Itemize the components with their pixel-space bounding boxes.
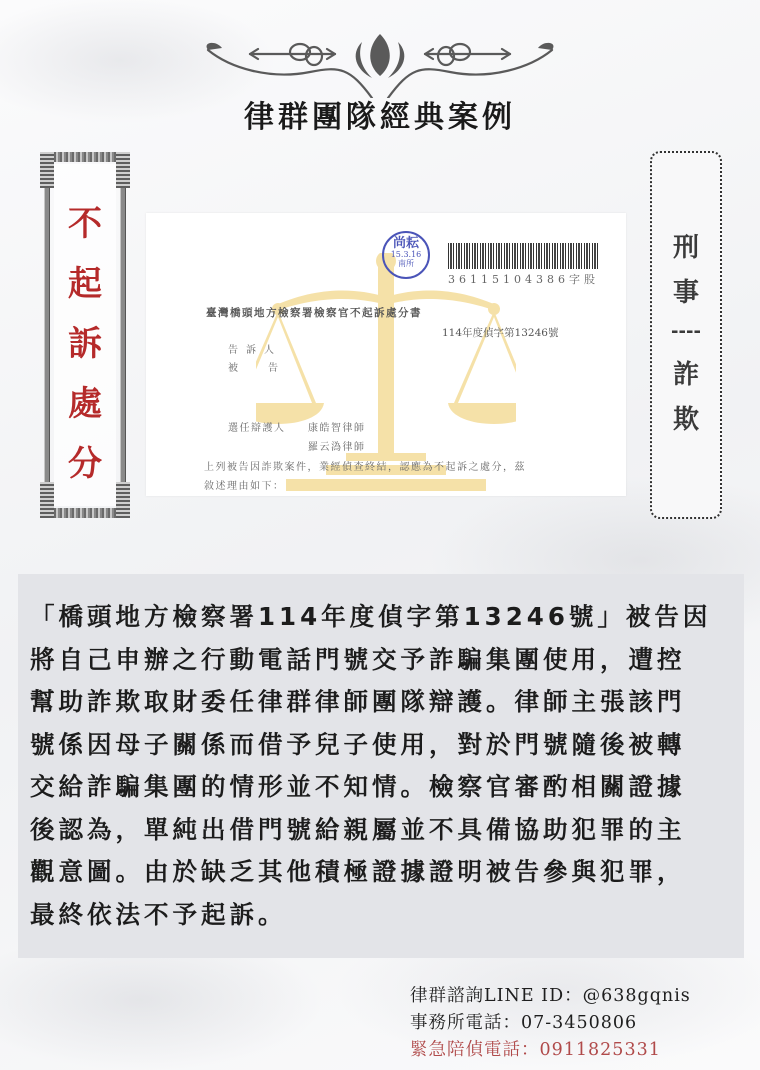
received-stamp: 尚耘 15.3.16 南所 (382, 231, 430, 279)
summary-line: 幫助詐欺取財委任律群律師團隊辯護。律師主張該門 (30, 687, 686, 716)
category-char: 詐 (672, 360, 699, 390)
document-body-line: 敘述理由如下： (204, 481, 285, 492)
non-prosecution-document (146, 213, 626, 496)
defense-lawyer: 康皓智律師 (308, 423, 366, 434)
summary-line: 「橋頭地方檢察署114年度偵字第13246號」被告因 (30, 602, 712, 631)
frame-corner-icon (116, 482, 130, 518)
barcode-number: 36115104386字股 (448, 273, 599, 286)
summary-line: 交給詐騙集團的情形並不知情。檢察官審酌相關證據 (30, 772, 686, 801)
party-defendant: 被告 (228, 363, 308, 374)
party-complainant: 告訴人 (228, 345, 282, 356)
contact-info (410, 983, 691, 1064)
category-char: 刑 (672, 233, 699, 263)
verdict-frame (38, 150, 132, 520)
verdict-label (38, 196, 132, 485)
page-title: 律群團隊經典案例 (244, 100, 516, 135)
document-body-line: 上列被告因詐欺案件，業經偵查終結，認應為不起訴之處分，茲 (204, 462, 526, 473)
verdict-char: 訴 (68, 324, 102, 364)
frame-corner-icon (116, 152, 130, 188)
case-category-box (650, 151, 722, 519)
summary-line: 將自己申辦之行動電話門號交予詐騙集團使用，遭控 (30, 644, 686, 674)
office-phone: 事務所電話：07-3450806 (410, 1013, 638, 1033)
verdict-char: 不 (68, 204, 102, 244)
category-char: 欺 (672, 405, 699, 435)
frame-corner-icon (40, 152, 54, 188)
summary-line: 觀意圖。由於缺乏其他積極證據證明被告參與犯罪， (30, 857, 686, 886)
verdict-char: 起 (68, 264, 102, 304)
verdict-char: 處 (68, 384, 102, 424)
summary-line: 號係因母子關係而借予兒子使用，對於門號隨後被轉 (30, 729, 686, 759)
defense-label: 選任辯護人 (228, 423, 286, 434)
defense-lawyer: 羅云溈律師 (308, 442, 366, 453)
category-char: 事 (672, 278, 699, 308)
category-divider: ---- (671, 321, 701, 342)
barcode (448, 243, 598, 269)
emergency-phone: 緊急陪偵電話：0911825331 (410, 1040, 661, 1060)
summary-line: 最終依法不予起訴。 (30, 899, 287, 929)
document-title: 臺灣橋頭地方檢察署檢察官不起訴處分書 (206, 307, 422, 319)
case-category-label (652, 227, 720, 436)
line-id: 律群諮詢LINE ID：@638gqnis (410, 986, 691, 1006)
flourish-ornament-icon (200, 28, 560, 98)
frame-corner-icon (40, 482, 54, 518)
case-number: 114年度偵字第13246號 (442, 327, 559, 339)
case-summary (18, 574, 744, 958)
verdict-char: 分 (68, 444, 102, 484)
summary-line: 後認為，單純出借門號給親屬並不具備協助犯罪的主 (30, 814, 686, 844)
